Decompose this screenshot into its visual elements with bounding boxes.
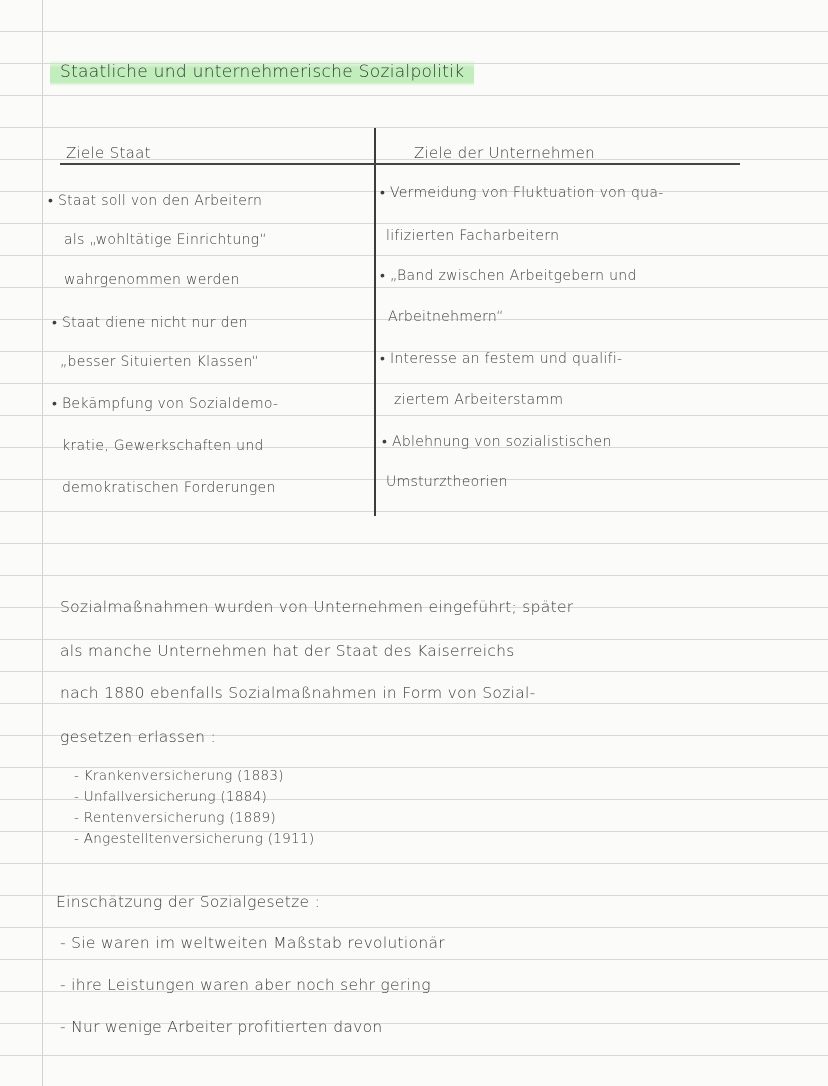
assessment-heading: Einschätzung der Sozialgesetze : — [56, 893, 321, 911]
left-line-1: • Staat soll von den Arbeitern — [48, 193, 263, 209]
right-column-header: Ziele der Unternehmen — [414, 144, 595, 162]
insurance-item-4: - Angestelltenversicherung (1911) — [74, 831, 315, 847]
assessment-item-3: - Nur wenige Arbeiter profitierten davon — [60, 1018, 383, 1036]
assessment-item-1: - Sie waren im weltweiten Maßstab revolutionär — [60, 934, 445, 952]
right-line-8: Umsturztheorien — [386, 474, 508, 490]
margin-line — [42, 0, 43, 1086]
left-column-header: Ziele Staat — [66, 144, 151, 162]
right-line-3: • „Band zwischen Arbeitgebern und — [380, 268, 637, 284]
paragraph-line-3: nach 1880 ebenfalls Sozialmaßnahmen in Form von Sozial- — [60, 684, 536, 702]
right-line-2: lifizierten Facharbeitern — [386, 228, 560, 244]
left-line-6: • Bekämpfung von Sozialdemo- — [52, 396, 279, 412]
table-header-underline — [60, 163, 740, 165]
right-line-7: • Ablehnung von sozialistischen — [382, 434, 612, 450]
right-line-4: Arbeitnehmern“ — [388, 309, 504, 325]
left-line-8: demokratischen Forderungen — [62, 480, 276, 496]
left-line-5: „besser Situierten Klassen“ — [60, 354, 260, 370]
right-line-1: • Vermeidung von Fluktuation von qua- — [380, 185, 664, 201]
insurance-item-3: - Rentenversicherung (1889) — [74, 810, 276, 826]
paragraph-line-1: Sozialmaßnahmen wurden von Unternehmen eingeführt; später — [60, 598, 574, 616]
right-line-5: • Interesse an festem und qualifi- — [380, 351, 623, 367]
insurance-item-2: - Unfallversicherung (1884) — [74, 789, 268, 805]
assessment-item-2: - ihre Leistungen waren aber noch sehr gering — [60, 976, 431, 994]
left-line-3: wahrgenommen werden — [64, 272, 240, 288]
table-column-divider — [374, 128, 376, 516]
insurance-item-1: - Krankenversicherung (1883) — [74, 768, 284, 784]
left-line-4: • Staat diene nicht nur den — [52, 315, 248, 331]
right-line-6: ziertem Arbeiterstamm — [394, 392, 564, 408]
page-title: Staatliche und unternehmerische Sozialpolitik — [50, 60, 474, 86]
paragraph-line-4: gesetzen erlassen : — [60, 728, 217, 746]
left-line-7: kratie, Gewerkschaften und — [62, 438, 264, 454]
left-line-2: als „wohltätige Einrichtung“ — [64, 232, 267, 248]
paragraph-line-2: als manche Unternehmen hat der Staat des Kaiserreichs — [60, 642, 515, 660]
